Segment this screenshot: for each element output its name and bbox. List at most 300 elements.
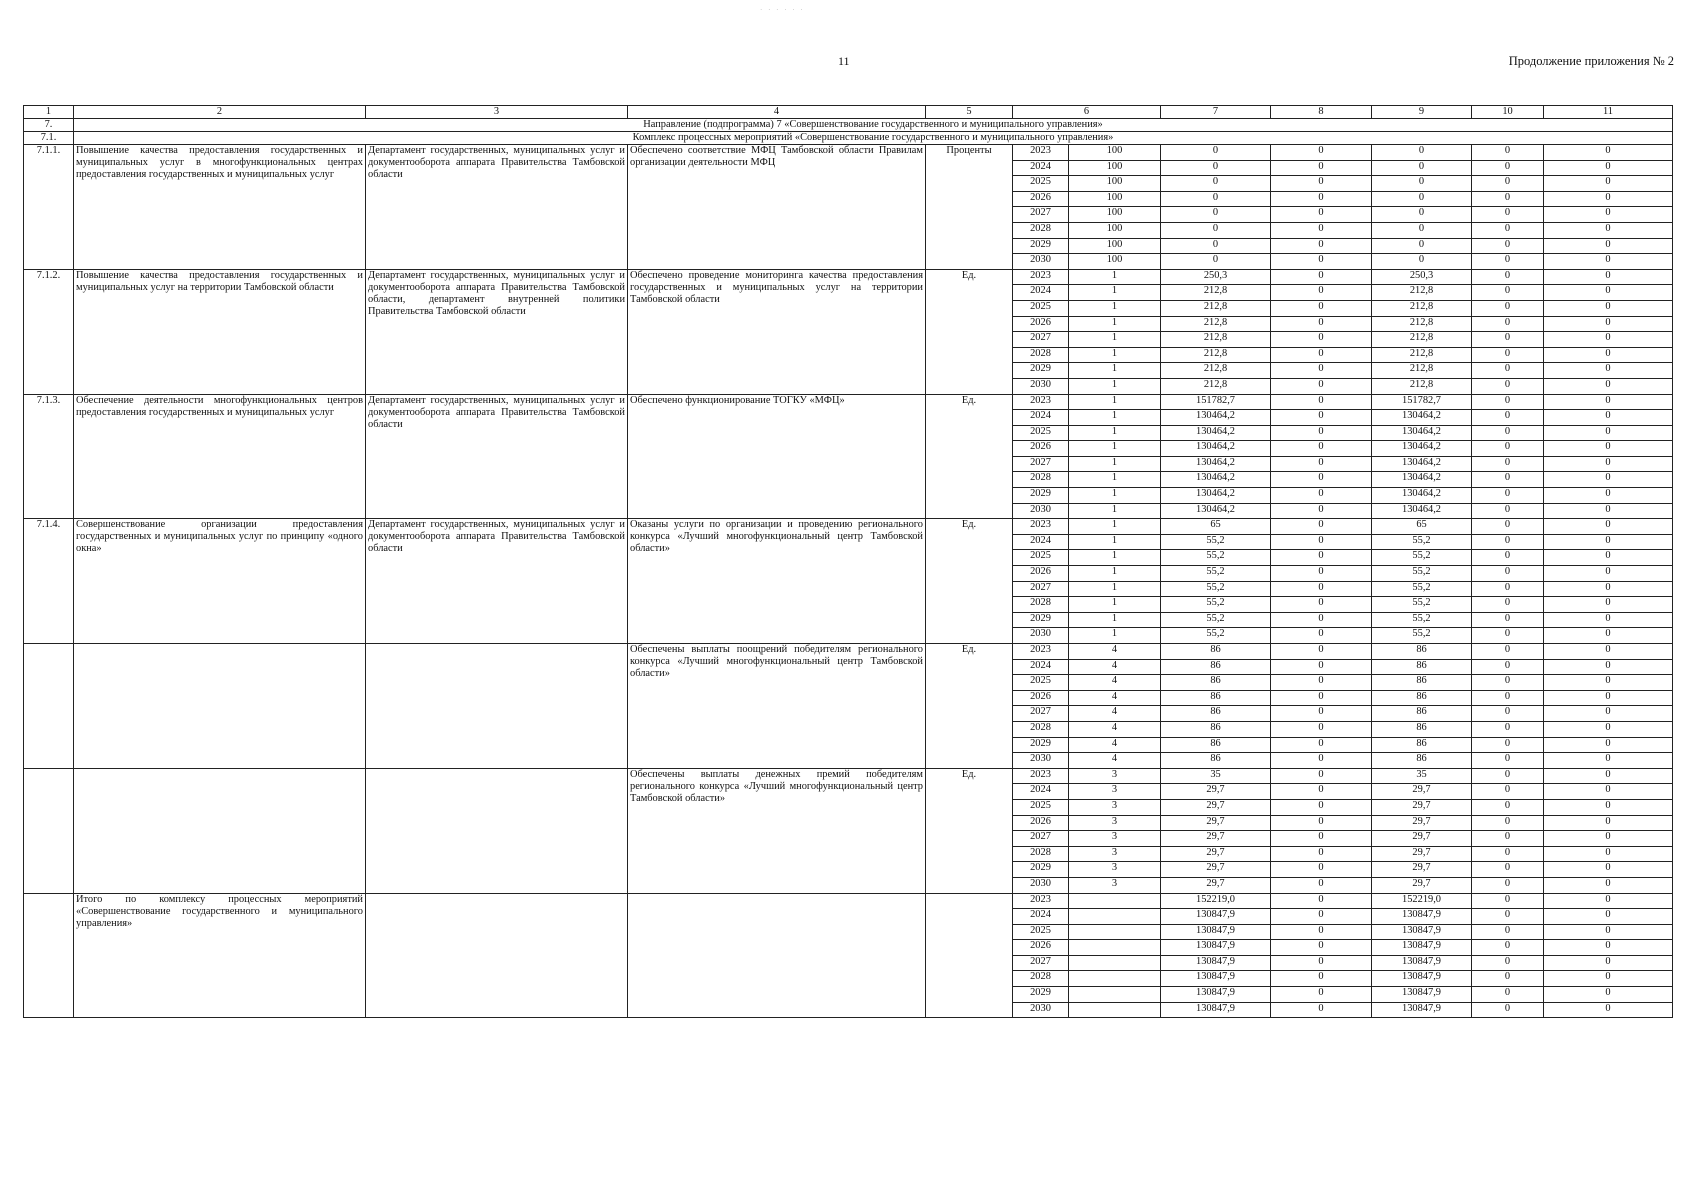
federal-funding-cell: 0 [1271,846,1372,862]
extra-funding-cell: 0 [1544,519,1673,535]
extra-funding-cell: 0 [1544,488,1673,504]
year-cell: 2024 [1013,160,1069,176]
extra-funding-cell: 0 [1544,254,1673,270]
year-cell: 2023 [1013,519,1069,535]
header-cell: 5 [926,106,1013,119]
total-funding-cell: 86 [1161,737,1271,753]
total-funding-cell: 29,7 [1161,799,1271,815]
year-cell: 2024 [1013,285,1069,301]
local-funding-cell: 0 [1472,612,1544,628]
total-funding-cell: 86 [1161,644,1271,660]
regional-funding-cell: 29,7 [1372,862,1472,878]
total-funding-cell: 130464,2 [1161,425,1271,441]
regional-funding-cell: 86 [1372,737,1472,753]
local-funding-cell: 0 [1472,581,1544,597]
regional-funding-cell: 212,8 [1372,347,1472,363]
activity-name [74,644,366,769]
total-funding-cell: 152219,0 [1161,893,1271,909]
indicator-value-cell [1069,987,1161,1003]
indicator-value-cell: 100 [1069,176,1161,192]
complex-number: 7.1. [24,132,74,145]
federal-funding-cell: 0 [1271,550,1372,566]
activity-result: Оказаны услуги по организации и проведению регионального конкурса «Лучший многофункциональный центр Тамбовской области» [628,519,926,644]
unit-of-measure: Ед. [926,644,1013,769]
regional-funding-cell: 86 [1372,644,1472,660]
total-funding-cell: 130847,9 [1161,955,1271,971]
year-cell: 2028 [1013,472,1069,488]
extra-funding-cell: 0 [1544,456,1673,472]
indicator-value-cell: 1 [1069,363,1161,379]
extra-funding-cell: 0 [1544,909,1673,925]
indicator-value-cell: 1 [1069,456,1161,472]
regional-funding-cell: 86 [1372,706,1472,722]
federal-funding-cell: 0 [1271,1002,1372,1018]
year-cell: 2029 [1013,238,1069,254]
indicator-value-cell: 100 [1069,207,1161,223]
total-funding-cell: 130464,2 [1161,441,1271,457]
activity-result [628,893,926,1018]
extra-funding-cell: 0 [1544,893,1673,909]
total-funding-cell: 0 [1161,207,1271,223]
local-funding-cell: 0 [1472,846,1544,862]
extra-funding-cell: 0 [1544,955,1673,971]
indicator-value-cell: 1 [1069,394,1161,410]
regional-funding-cell: 55,2 [1372,566,1472,582]
regional-funding-cell: 212,8 [1372,316,1472,332]
extra-funding-cell: 0 [1544,534,1673,550]
unit-of-measure: Ед. [926,269,1013,394]
year-cell: 2030 [1013,378,1069,394]
activity-number: 7.1.2. [24,269,74,394]
indicator-value-cell [1069,924,1161,940]
year-cell: 2030 [1013,753,1069,769]
federal-funding-cell: 0 [1271,176,1372,192]
extra-funding-cell: 0 [1544,238,1673,254]
indicator-value-cell: 4 [1069,721,1161,737]
indicator-value-cell: 100 [1069,145,1161,161]
year-cell: 2024 [1013,410,1069,426]
indicator-value-cell: 100 [1069,238,1161,254]
regional-funding-cell: 29,7 [1372,831,1472,847]
activity-name: Совершенствование организации предоставления государственных и муниципальных услуг по принципу «одного окна» [74,519,366,644]
local-funding-cell: 0 [1472,394,1544,410]
regional-funding-cell: 0 [1372,191,1472,207]
activity-number: 7.1.1. [24,145,74,270]
federal-funding-cell: 0 [1271,222,1372,238]
extra-funding-cell: 0 [1544,815,1673,831]
indicator-value-cell: 1 [1069,332,1161,348]
extra-funding-cell: 0 [1544,566,1673,582]
total-funding-cell: 0 [1161,176,1271,192]
federal-funding-cell: 0 [1271,987,1372,1003]
local-funding-cell: 0 [1472,503,1544,519]
extra-funding-cell: 0 [1544,472,1673,488]
federal-funding-cell: 0 [1271,425,1372,441]
section-row [24,119,1673,132]
total-funding-cell: 29,7 [1161,831,1271,847]
indicator-value-cell: 1 [1069,378,1161,394]
activity-number: 7.1.4. [24,519,74,644]
year-cell: 2026 [1013,815,1069,831]
total-funding-cell: 86 [1161,690,1271,706]
extra-funding-cell: 0 [1544,207,1673,223]
indicator-value-cell: 1 [1069,503,1161,519]
total-funding-cell: 35 [1161,768,1271,784]
federal-funding-cell: 0 [1271,316,1372,332]
total-funding-cell: 86 [1161,659,1271,675]
extra-funding-cell: 0 [1544,316,1673,332]
activity-result: Обеспечены выплаты поощрений победителям регионального конкурса «Лучший многофункциональный центр Тамбовской области» [628,644,926,769]
year-cell: 2023 [1013,394,1069,410]
year-cell: 2029 [1013,363,1069,379]
local-funding-cell: 0 [1472,893,1544,909]
total-funding-cell: 0 [1161,191,1271,207]
year-cell: 2027 [1013,456,1069,472]
extra-funding-cell: 0 [1544,971,1673,987]
federal-funding-cell: 0 [1271,690,1372,706]
extra-funding-cell: 0 [1544,831,1673,847]
year-cell: 2024 [1013,659,1069,675]
unit-of-measure [926,893,1013,1018]
year-cell: 2023 [1013,269,1069,285]
activity-result: Обеспечено проведение мониторинга качества предоставления государственных и муниципальных услуг на территории Тамбовской области [628,269,926,394]
responsible-department: Департамент государственных, муниципальных услуг и документооборота аппарата Правительства Тамбовской области, департамент внутренней политики Правительства Тамбовской области [366,269,628,394]
regional-funding-cell: 29,7 [1372,877,1472,893]
year-cell: 2025 [1013,425,1069,441]
indicator-value-cell: 1 [1069,347,1161,363]
indicator-value-cell: 1 [1069,488,1161,504]
total-funding-cell: 130847,9 [1161,909,1271,925]
regional-funding-cell: 212,8 [1372,332,1472,348]
year-cell: 2028 [1013,222,1069,238]
local-funding-cell: 0 [1472,768,1544,784]
extra-funding-cell: 0 [1544,721,1673,737]
local-funding-cell: 0 [1472,378,1544,394]
indicator-value-cell: 1 [1069,472,1161,488]
federal-funding-cell: 0 [1271,410,1372,426]
regional-funding-cell: 130464,2 [1372,456,1472,472]
regional-funding-cell: 130847,9 [1372,924,1472,940]
regional-funding-cell: 55,2 [1372,550,1472,566]
local-funding-cell: 0 [1472,737,1544,753]
regional-funding-cell: 0 [1372,176,1472,192]
header-cell: 8 [1271,106,1372,119]
federal-funding-cell: 0 [1271,269,1372,285]
responsible-department [366,768,628,893]
extra-funding-cell: 0 [1544,550,1673,566]
federal-funding-cell: 0 [1271,597,1372,613]
year-cell: 2030 [1013,254,1069,270]
header-cell: 6 [1013,106,1161,119]
activity-name: Итого по комплексу процессных мероприятий «Совершенствование государственного и муниципального управления» [74,893,366,1018]
table-row [24,644,1673,660]
local-funding-cell: 0 [1472,222,1544,238]
extra-funding-cell: 0 [1544,737,1673,753]
regional-funding-cell: 130847,9 [1372,940,1472,956]
federal-funding-cell: 0 [1271,519,1372,535]
year-cell: 2027 [1013,955,1069,971]
table-row [24,768,1673,784]
regional-funding-cell: 0 [1372,207,1472,223]
federal-funding-cell: 0 [1271,831,1372,847]
total-funding-cell: 86 [1161,675,1271,691]
extra-funding-cell: 0 [1544,176,1673,192]
extra-funding-cell: 0 [1544,768,1673,784]
local-funding-cell: 0 [1472,566,1544,582]
extra-funding-cell: 0 [1544,690,1673,706]
activity-result: Обеспечены выплаты денежных премий победителям регионального конкурса «Лучший многофункциональный центр Тамбовской области» [628,768,926,893]
header-row [24,106,1673,119]
total-funding-cell: 29,7 [1161,877,1271,893]
federal-funding-cell: 0 [1271,628,1372,644]
indicator-value-cell: 4 [1069,644,1161,660]
responsible-department: Департамент государственных, муниципальных услуг и документооборота аппарата Правительства Тамбовской области [366,145,628,270]
table-row [24,893,1673,909]
local-funding-cell: 0 [1472,285,1544,301]
local-funding-cell: 0 [1472,799,1544,815]
regional-funding-cell: 151782,7 [1372,394,1472,410]
local-funding-cell: 0 [1472,550,1544,566]
extra-funding-cell: 0 [1544,675,1673,691]
activity-name: Повышение качества предоставления государственных и муниципальных услуг в многофункциональных центрах предоставления государственных и муниципальных услуг [74,145,366,270]
regional-funding-cell: 55,2 [1372,612,1472,628]
total-funding-cell: 29,7 [1161,784,1271,800]
federal-funding-cell: 0 [1271,784,1372,800]
year-cell: 2029 [1013,737,1069,753]
total-funding-cell: 130847,9 [1161,1002,1271,1018]
regional-funding-cell: 212,8 [1372,363,1472,379]
regional-funding-cell: 130464,2 [1372,441,1472,457]
unit-of-measure: Проценты [926,145,1013,270]
local-funding-cell: 0 [1472,815,1544,831]
indicator-value-cell: 1 [1069,519,1161,535]
total-funding-cell: 0 [1161,145,1271,161]
federal-funding-cell: 0 [1271,503,1372,519]
extra-funding-cell: 0 [1544,612,1673,628]
regional-funding-cell: 35 [1372,768,1472,784]
year-cell: 2023 [1013,644,1069,660]
extra-funding-cell: 0 [1544,160,1673,176]
year-cell: 2025 [1013,300,1069,316]
local-funding-cell: 0 [1472,784,1544,800]
local-funding-cell: 0 [1472,753,1544,769]
header-cell: 9 [1372,106,1472,119]
total-funding-cell: 130847,9 [1161,940,1271,956]
indicator-value-cell: 4 [1069,659,1161,675]
year-cell: 2030 [1013,628,1069,644]
total-funding-cell: 29,7 [1161,815,1271,831]
page-number: 11 [838,54,850,68]
regional-funding-cell: 86 [1372,690,1472,706]
federal-funding-cell: 0 [1271,737,1372,753]
local-funding-cell: 0 [1472,410,1544,426]
federal-funding-cell: 0 [1271,254,1372,270]
local-funding-cell: 0 [1472,971,1544,987]
total-funding-cell: 55,2 [1161,581,1271,597]
federal-funding-cell: 0 [1271,441,1372,457]
indicator-value-cell [1069,893,1161,909]
extra-funding-cell: 0 [1544,332,1673,348]
table-row [24,145,1673,161]
local-funding-cell: 0 [1472,207,1544,223]
regional-funding-cell: 130464,2 [1372,472,1472,488]
indicator-value-cell: 1 [1069,425,1161,441]
extra-funding-cell: 0 [1544,410,1673,426]
regional-funding-cell: 55,2 [1372,534,1472,550]
local-funding-cell: 0 [1472,191,1544,207]
year-cell: 2024 [1013,909,1069,925]
federal-funding-cell: 0 [1271,285,1372,301]
indicator-value-cell: 1 [1069,300,1161,316]
local-funding-cell: 0 [1472,877,1544,893]
federal-funding-cell: 0 [1271,300,1372,316]
regional-funding-cell: 212,8 [1372,378,1472,394]
header-cell: 2 [74,106,366,119]
total-funding-cell: 0 [1161,238,1271,254]
program-table [23,105,1673,1018]
federal-funding-cell: 0 [1271,815,1372,831]
indicator-value-cell: 3 [1069,799,1161,815]
year-cell: 2028 [1013,846,1069,862]
local-funding-cell: 0 [1472,628,1544,644]
federal-funding-cell: 0 [1271,332,1372,348]
federal-funding-cell: 0 [1271,456,1372,472]
total-funding-cell: 130464,2 [1161,503,1271,519]
regional-funding-cell: 29,7 [1372,846,1472,862]
local-funding-cell: 0 [1472,675,1544,691]
local-funding-cell: 0 [1472,659,1544,675]
indicator-value-cell: 1 [1069,285,1161,301]
regional-funding-cell: 86 [1372,721,1472,737]
total-funding-cell: 130464,2 [1161,488,1271,504]
indicator-value-cell: 3 [1069,862,1161,878]
year-cell: 2028 [1013,721,1069,737]
complex-title: Комплекс процессных мероприятий «Совершенствование государственного и муниципального управления» [74,132,1673,145]
responsible-department: Департамент государственных, муниципальных услуг и документооборота аппарата Правительства Тамбовской области [366,519,628,644]
continuation-label: Продолжение приложения № 2 [1508,54,1674,68]
extra-funding-cell: 0 [1544,846,1673,862]
year-cell: 2023 [1013,768,1069,784]
federal-funding-cell: 0 [1271,971,1372,987]
regional-funding-cell: 86 [1372,659,1472,675]
extra-funding-cell: 0 [1544,987,1673,1003]
responsible-department [366,893,628,1018]
total-funding-cell: 55,2 [1161,612,1271,628]
header-cell: 10 [1472,106,1544,119]
total-funding-cell: 130847,9 [1161,987,1271,1003]
federal-funding-cell: 0 [1271,207,1372,223]
federal-funding-cell: 0 [1271,472,1372,488]
year-cell: 2024 [1013,534,1069,550]
local-funding-cell: 0 [1472,519,1544,535]
federal-funding-cell: 0 [1271,644,1372,660]
regional-funding-cell: 130847,9 [1372,987,1472,1003]
federal-funding-cell: 0 [1271,534,1372,550]
unit-of-measure: Ед. [926,394,1013,519]
indicator-value-cell: 1 [1069,566,1161,582]
total-funding-cell: 250,3 [1161,269,1271,285]
year-cell: 2024 [1013,784,1069,800]
indicator-value-cell: 1 [1069,316,1161,332]
activity-result: Обеспечено соответствие МФЦ Тамбовской области Правилам организации деятельности МФЦ [628,145,926,270]
local-funding-cell: 0 [1472,332,1544,348]
extra-funding-cell: 0 [1544,394,1673,410]
federal-funding-cell: 0 [1271,659,1372,675]
year-cell: 2027 [1013,332,1069,348]
indicator-value-cell: 1 [1069,441,1161,457]
regional-funding-cell: 55,2 [1372,628,1472,644]
year-cell: 2026 [1013,940,1069,956]
extra-funding-cell: 0 [1544,784,1673,800]
extra-funding-cell: 0 [1544,799,1673,815]
local-funding-cell: 0 [1472,534,1544,550]
local-funding-cell: 0 [1472,940,1544,956]
year-cell: 2023 [1013,893,1069,909]
extra-funding-cell: 0 [1544,441,1673,457]
total-funding-cell: 0 [1161,254,1271,270]
year-cell: 2025 [1013,924,1069,940]
year-cell: 2026 [1013,690,1069,706]
federal-funding-cell: 0 [1271,877,1372,893]
indicator-value-cell: 1 [1069,550,1161,566]
federal-funding-cell: 0 [1271,955,1372,971]
federal-funding-cell: 0 [1271,924,1372,940]
year-cell: 2030 [1013,877,1069,893]
activity-name: Обеспечение деятельности многофункциональных центров предоставления государственных и муниципальных услуг [74,394,366,519]
local-funding-cell: 0 [1472,706,1544,722]
table-row [24,394,1673,410]
year-cell: 2025 [1013,799,1069,815]
year-cell: 2026 [1013,566,1069,582]
federal-funding-cell: 0 [1271,612,1372,628]
extra-funding-cell: 0 [1544,659,1673,675]
local-funding-cell: 0 [1472,987,1544,1003]
total-funding-cell: 55,2 [1161,628,1271,644]
header-cell: 3 [366,106,628,119]
local-funding-cell: 0 [1472,862,1544,878]
total-funding-cell: 212,8 [1161,332,1271,348]
total-funding-cell: 212,8 [1161,363,1271,379]
year-cell: 2023 [1013,145,1069,161]
header-cell: 4 [628,106,926,119]
regional-funding-cell: 0 [1372,254,1472,270]
indicator-value-cell: 4 [1069,690,1161,706]
regional-funding-cell: 55,2 [1372,597,1472,613]
responsible-department: Департамент государственных, муниципальных услуг и документооборота аппарата Правительства Тамбовской области [366,394,628,519]
year-cell: 2027 [1013,831,1069,847]
total-funding-cell: 212,8 [1161,378,1271,394]
extra-funding-cell: 0 [1544,862,1673,878]
indicator-value-cell: 4 [1069,675,1161,691]
regional-funding-cell: 130464,2 [1372,410,1472,426]
indicator-value-cell: 3 [1069,768,1161,784]
local-funding-cell: 0 [1472,909,1544,925]
local-funding-cell: 0 [1472,955,1544,971]
regional-funding-cell: 86 [1372,675,1472,691]
federal-funding-cell: 0 [1271,862,1372,878]
year-cell: 2027 [1013,706,1069,722]
indicator-value-cell: 1 [1069,597,1161,613]
total-funding-cell: 86 [1161,721,1271,737]
extra-funding-cell: 0 [1544,628,1673,644]
local-funding-cell: 0 [1472,456,1544,472]
total-funding-cell: 130464,2 [1161,472,1271,488]
local-funding-cell: 0 [1472,300,1544,316]
total-funding-cell: 55,2 [1161,534,1271,550]
regional-funding-cell: 250,3 [1372,269,1472,285]
header-cell: 11 [1544,106,1673,119]
unit-of-measure: Ед. [926,519,1013,644]
